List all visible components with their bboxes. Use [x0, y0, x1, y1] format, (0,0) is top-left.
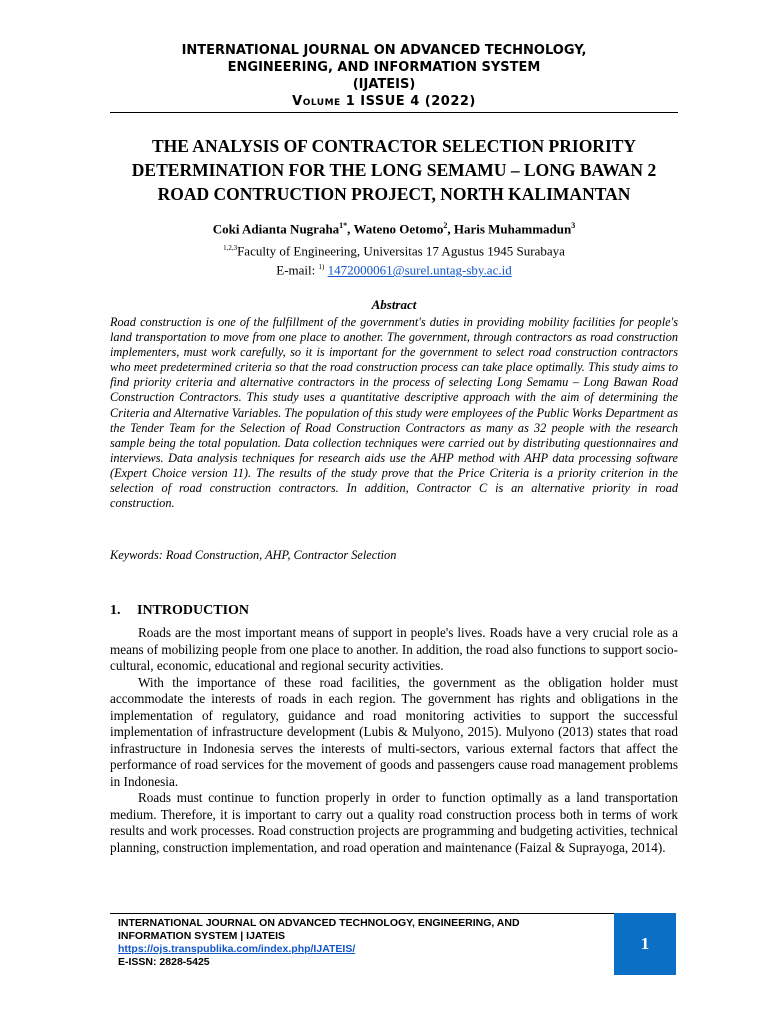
page-number: 1 [640, 934, 650, 953]
abstract-heading: Abstract [371, 297, 417, 312]
author-2: Wateno Oetomo [353, 221, 444, 237]
paragraph: Roads must continue to function properly in order to function optimally as a land transportation medium. Therefore, it is important to carry out a quality road construction process both in terms of work results and work processes. Road construction projects are programming and budgeting activities, technical planning, construction implementation, and road operation and maintenance (Faizal & Suprayoga, 2014). [110, 790, 678, 855]
abstract-text: Road construction is one of the fulfillment of the government's duties in providing mobility facilities for people's land transportation to move from one place to another. The government, through contractors as road construction implementers, must work carefully, so it is important for the government to select road construction contractors who meet predetermined criteria so that the road construction process can take place optimally. This study aims to find priority criteria and alternative contractors in the process of selecting Long Semamu – Long Bawan Road Construction Contractors. This study uses a quantitative descriptive approach with the aim of determining the Criteria and Alternative Variables. The population of this study were employees of the Public Works Department as the Tender Team for the Selection of Road Construction Contractors as many as 32 people with the research sample being the total population. Data collection techniques were carried out by distributing questionnaires and interviews. Data analysis techniques for research aids use the AHP method with AHP data processing software (Expert Choice version 11). The results of the study prove that the Price Criteria is a priority criterion in the selection of road construction contractors. In addition, Contractor C is an alternative priority in road construction. [110, 315, 678, 511]
footer-issn: E-ISSN: 2828-5425 [118, 956, 210, 968]
affiliation [110, 240, 678, 259]
email-line [110, 259, 678, 278]
paragraph: Roads are the most important means of support in people's lives. Roads have a very crucial role as a means of mobilizing people from one place to another. In addition, the road also functions to support socio-cultural, economic, educational and regional security activities. [110, 625, 678, 673]
header-divider [110, 112, 678, 113]
paper-title-line3: ROAD CONTRUCTION PROJECT, NORTH KALIMANTAN [157, 184, 631, 204]
paper-title [100, 134, 688, 206]
introduction-body [110, 625, 678, 856]
footer-journal-line1: INTERNATIONAL JOURNAL ON ADVANCED TECHNOLOGY, ENGINEERING, AND [118, 917, 520, 929]
page-number-box [614, 913, 676, 975]
affiliation-block [110, 240, 678, 279]
paper-title-line2: DETERMINATION FOR THE LONG SEMAMU – LONG BAWAN 2 [131, 160, 657, 180]
journal-header-line3: (IJATEIS) [352, 77, 416, 92]
affiliation-text: Faculty of Engineering, Universitas 17 Agustus 1945 Surabaya [237, 243, 565, 259]
email-mark: 1) [318, 263, 325, 272]
journal-header-line2: ENGINEERING, AND INFORMATION SYSTEM [227, 60, 541, 75]
footer [118, 917, 608, 969]
authors [110, 217, 678, 238]
footer-divider [110, 913, 614, 914]
email-link[interactable]: 1472000061@surel.untag-sby.ac.id [327, 262, 512, 278]
section-heading [110, 603, 678, 619]
email-label: E-mail: [276, 262, 319, 278]
author-1: Coki Adianta Nugraha [212, 221, 340, 237]
author-separator: , [447, 221, 454, 237]
section-title: INTRODUCTION [137, 603, 250, 618]
author-separator: , [347, 221, 354, 237]
author-2-mark: 2 [443, 221, 448, 230]
keywords: Keywords: Road Construction, AHP, Contractor Selection [110, 548, 397, 562]
paragraph: With the importance of these road facilities, the government as the obligation holder must accommodate the interests of roads in each region. The government has rights and obligations in the implementation of regulatory, guidance and road monitoring activities to support the successful implementation of infrastructure development (Lubis & Mulyono, 2015). Mulyono (2013) states that road infrastructure in Indonesia serves the interests of multi-sectors, various external factors that affect the performance of road services for the movement of goods and passengers cause road management problems in Indonesia. [110, 674, 678, 789]
section-number: 1. [110, 603, 121, 618]
affiliation-mark: 1,2,3 [223, 244, 238, 252]
footer-journal-line2: INFORMATION SYSTEM | IJATEIS [118, 930, 286, 942]
author-3: Haris Muhammadun [453, 221, 572, 237]
author-3-mark: 3 [571, 221, 576, 230]
footer-url-link[interactable]: https://ojs.transpublika.com/index.php/IJATEIS/ [118, 943, 356, 955]
journal-volume: Volume 1 ISSUE 4 (2022) [292, 94, 476, 109]
journal-header-line1: INTERNATIONAL JOURNAL ON ADVANCED TECHNOLOGY, [181, 43, 587, 58]
paper-title-line1: THE ANALYSIS OF CONTRACTOR SELECTION PRIORITY [151, 136, 637, 156]
journal-header [0, 42, 768, 110]
author-1-mark: 1* [339, 221, 348, 230]
